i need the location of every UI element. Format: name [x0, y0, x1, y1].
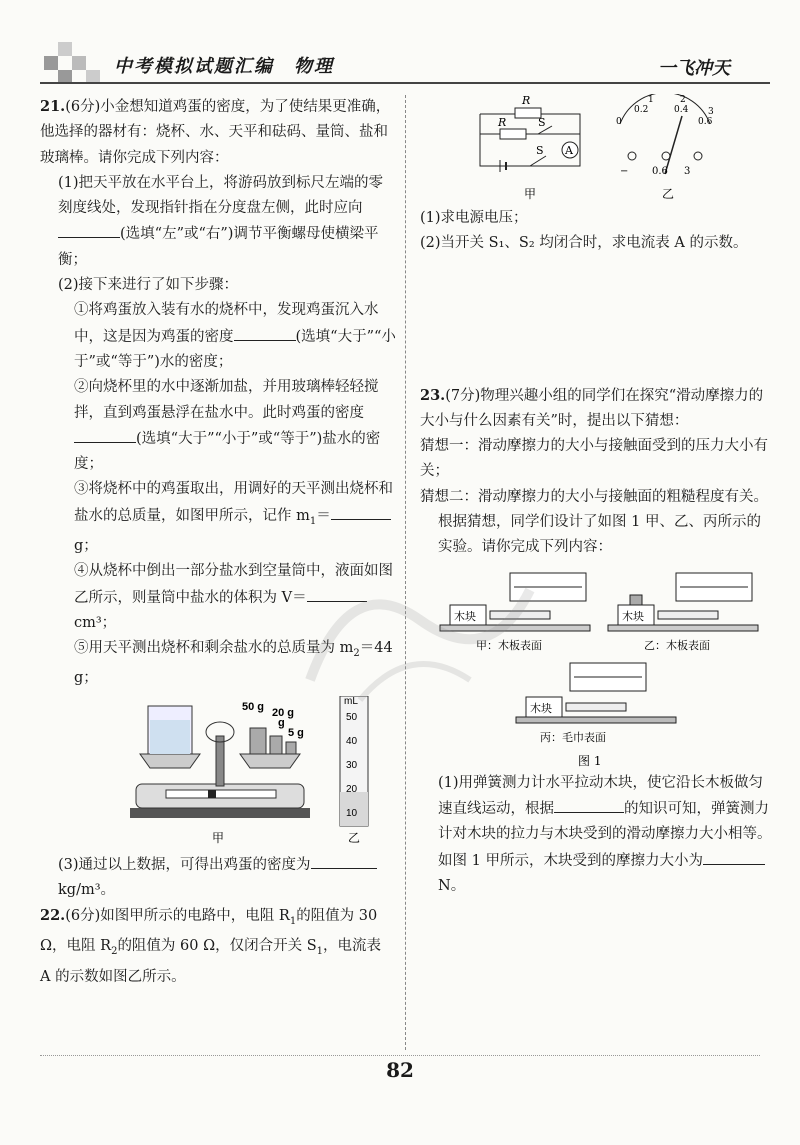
meter-tick-0: 0	[616, 117, 622, 127]
q21-intro-text: (6分)小金想知道鸡蛋的密度，为了使结果更准确，他选择的器材有：烧杯、水、天平和砝码、量筒、盐和玻璃棒。请你完成下列内容：	[40, 99, 391, 166]
circuit-label-ammeter: A	[565, 144, 573, 157]
q21-part3-text: (3)通过以上数据，可得出鸡蛋的密度为	[58, 856, 311, 873]
q21-step3-sub: 1	[309, 515, 317, 527]
figure-title: 图 1	[578, 753, 602, 768]
header-brand: 一飞冲天	[658, 58, 730, 79]
q22-r2-sub: 2	[111, 946, 118, 958]
caption-jia: 甲：木板表面	[476, 638, 542, 652]
fig-label-jia: 甲	[212, 830, 225, 845]
answer-space	[420, 257, 775, 383]
block-label-bing: 木块	[530, 701, 552, 715]
q23-question1-text: (1)用弹簧测力计水平拉动木块，使它沿长木板做匀速直线运动，根据	[438, 774, 764, 817]
weight-label-g: g	[278, 716, 285, 729]
q21-part2: (2)接下来进行了如下步骤：	[58, 277, 239, 294]
q21-part1	[40, 171, 396, 273]
q22-r1-sub: 1	[289, 916, 297, 928]
page-number: 82	[386, 1058, 414, 1082]
q21-step1-text-b: (选填“大于”“小于”或“等于”)水的密度；	[74, 328, 396, 370]
answer-blank[interactable]	[554, 796, 624, 813]
block-label-jia: 木块	[454, 609, 476, 623]
meter-terminal-3: 3	[684, 166, 691, 177]
circuit-label-s2: S	[538, 116, 546, 129]
q21-part3-unit: kg/m³。	[58, 881, 116, 898]
right-column	[420, 94, 775, 899]
answer-blank[interactable]	[58, 221, 120, 238]
answer-blank[interactable]	[311, 852, 377, 869]
q21-part1-text: (1)把天平放在水平台上，将游码放到标尺左端的零刻度线处，发现指针指在分度盘左侧，此时应向	[58, 174, 384, 217]
cylinder-tick-20: 20	[346, 783, 358, 795]
meter-terminal-0.6: 0.6	[652, 166, 668, 177]
cylinder-tick-30: 30	[346, 759, 358, 771]
page-header	[0, 0, 800, 92]
q22-s1-sub: 1	[316, 946, 324, 958]
watermark-logo	[270, 530, 570, 730]
fig-label-yi: 乙	[662, 187, 675, 201]
q21-step2	[40, 375, 396, 477]
q21-intro	[40, 94, 396, 171]
q22-text-c: 的阻值为 60 Ω，仅闭合开关 S	[117, 938, 317, 955]
q22-text-a: (6分)如图甲所示的电路中，电阻 R	[65, 908, 290, 925]
fig-label-yi: 乙	[348, 830, 361, 845]
q23-intro	[420, 383, 775, 435]
q21-step5-sub: 2	[353, 648, 360, 660]
q23-intro-text: (7分)物理兴趣小组的同学们在探究“滑动摩擦力的大小与什么因素有关”时，提出以下猜想：	[420, 387, 764, 429]
circuit-and-ammeter-illustration	[420, 94, 775, 206]
caption-yi: 乙：木板表面	[644, 638, 710, 652]
q22-question2: (2)当开关 S₁、S₂ 均闭合时，求电流表 A 的示数。	[420, 235, 748, 252]
q21-step2-text-b: (选填“大于”“小于”或“等于”)盐水的密度；	[74, 430, 381, 473]
q21-step3-text: ③将烧杯中的鸡蛋取出，用调好的天平测出烧杯和盐水的总质量，如图甲所示，记作 m	[74, 481, 393, 524]
q22-text-d: ，电流表 A 的示数如图乙所示。	[40, 938, 382, 985]
meter-tick-0.2: 0.2	[634, 105, 649, 115]
meter-tick-2: 2	[680, 95, 686, 105]
q23-guess1: 猜想一：滑动摩擦力的大小与接触面受到的压力大小有关；	[420, 438, 768, 480]
q23-number: 23.	[420, 386, 446, 404]
cylinder-tick-50: 50	[346, 711, 358, 723]
header-checker-decoration	[44, 42, 100, 84]
q22-figure	[420, 94, 775, 206]
circuit-label-r2: R	[498, 116, 507, 129]
q23-para1: 根据猜想，同学们设计了如图 1 甲、乙、丙所示的实验。请你完成下列内容：	[438, 514, 761, 556]
header-title: 中考模拟试题汇编 物理	[114, 56, 334, 77]
cylinder-unit-label: mL	[344, 695, 358, 707]
q22-question1: (1)求电源电压；	[420, 210, 528, 226]
weight-label-20g: 20 g	[272, 706, 295, 719]
q21-step5-text-b: ＝44 g；	[74, 640, 393, 687]
header-rule	[40, 82, 770, 84]
circuit-label-s1: S	[536, 144, 544, 157]
q21-step3-eq: ＝	[316, 507, 331, 524]
q22-text-b: 的阻值为 30 Ω，电阻 R	[40, 908, 378, 955]
fig-label-jia: 甲	[524, 187, 537, 201]
q21-step4-unit: cm³；	[74, 614, 117, 631]
q21-step1-text: ①将鸡蛋放入装有水的烧杯中，发现鸡蛋沉入水中，这是因为鸡蛋的密度	[74, 302, 379, 345]
footer-rule	[40, 1055, 760, 1056]
q22-number: 22.	[40, 907, 66, 925]
q22-intro	[40, 903, 396, 990]
meter-terminal-minus: −	[620, 166, 629, 177]
q23-question1-unit: N。	[438, 877, 466, 894]
q21-step2-text: ②向烧杯里的水中逐渐加盐，并用玻璃棒轻轻搅拌，直到鸡蛋悬浮在盐水中。此时鸡蛋的密度	[74, 379, 379, 421]
q23-question1	[420, 771, 775, 899]
weight-label-50g: 50 g	[242, 700, 265, 713]
answer-blank[interactable]	[703, 848, 765, 865]
circuit-label-r1: R	[522, 94, 531, 107]
meter-tick-0.4: 0.4	[674, 105, 689, 115]
q21-part1-text-b: (选填“左”或“右”)调节平衡螺母使横梁平衡；	[58, 226, 379, 268]
q21-number: 21.	[40, 98, 66, 115]
answer-blank[interactable]	[331, 503, 391, 520]
answer-blank[interactable]	[234, 324, 296, 341]
cylinder-tick-40: 40	[346, 735, 358, 747]
q23-guess2: 猜想二：滑动摩擦力的大小与接触面的粗糙程度有关。	[420, 488, 768, 505]
q21-step4-text: ④从烧杯中倒出一部分盐水到空量筒中，液面如图乙所示，则量筒中盐水的体积为 V＝	[74, 563, 393, 606]
q21-part3	[40, 852, 396, 904]
caption-bing: 丙：毛巾表面	[540, 730, 606, 744]
meter-tick-3: 3	[708, 107, 714, 117]
meter-tick-1: 1	[648, 95, 654, 105]
weight-label-5g: 5 g	[288, 726, 304, 739]
answer-blank[interactable]	[74, 426, 136, 443]
block-label-yi: 木块	[622, 609, 644, 623]
q23-question1-text-b: 的知识可知，弹簧测力计对木块的拉力与木块受到的滑动摩擦力大小相等。如图 1 甲所示，木块受到的摩擦力大小为	[438, 800, 772, 869]
q21-step5-text: ⑤用天平测出烧杯和剩余盐水的总质量为 m	[74, 640, 354, 657]
q21-step3-unit: g；	[74, 537, 98, 554]
q21-step1	[40, 298, 396, 375]
meter-tick-0.6: 0.6	[698, 117, 713, 127]
cylinder-tick-10: 10	[346, 807, 358, 819]
